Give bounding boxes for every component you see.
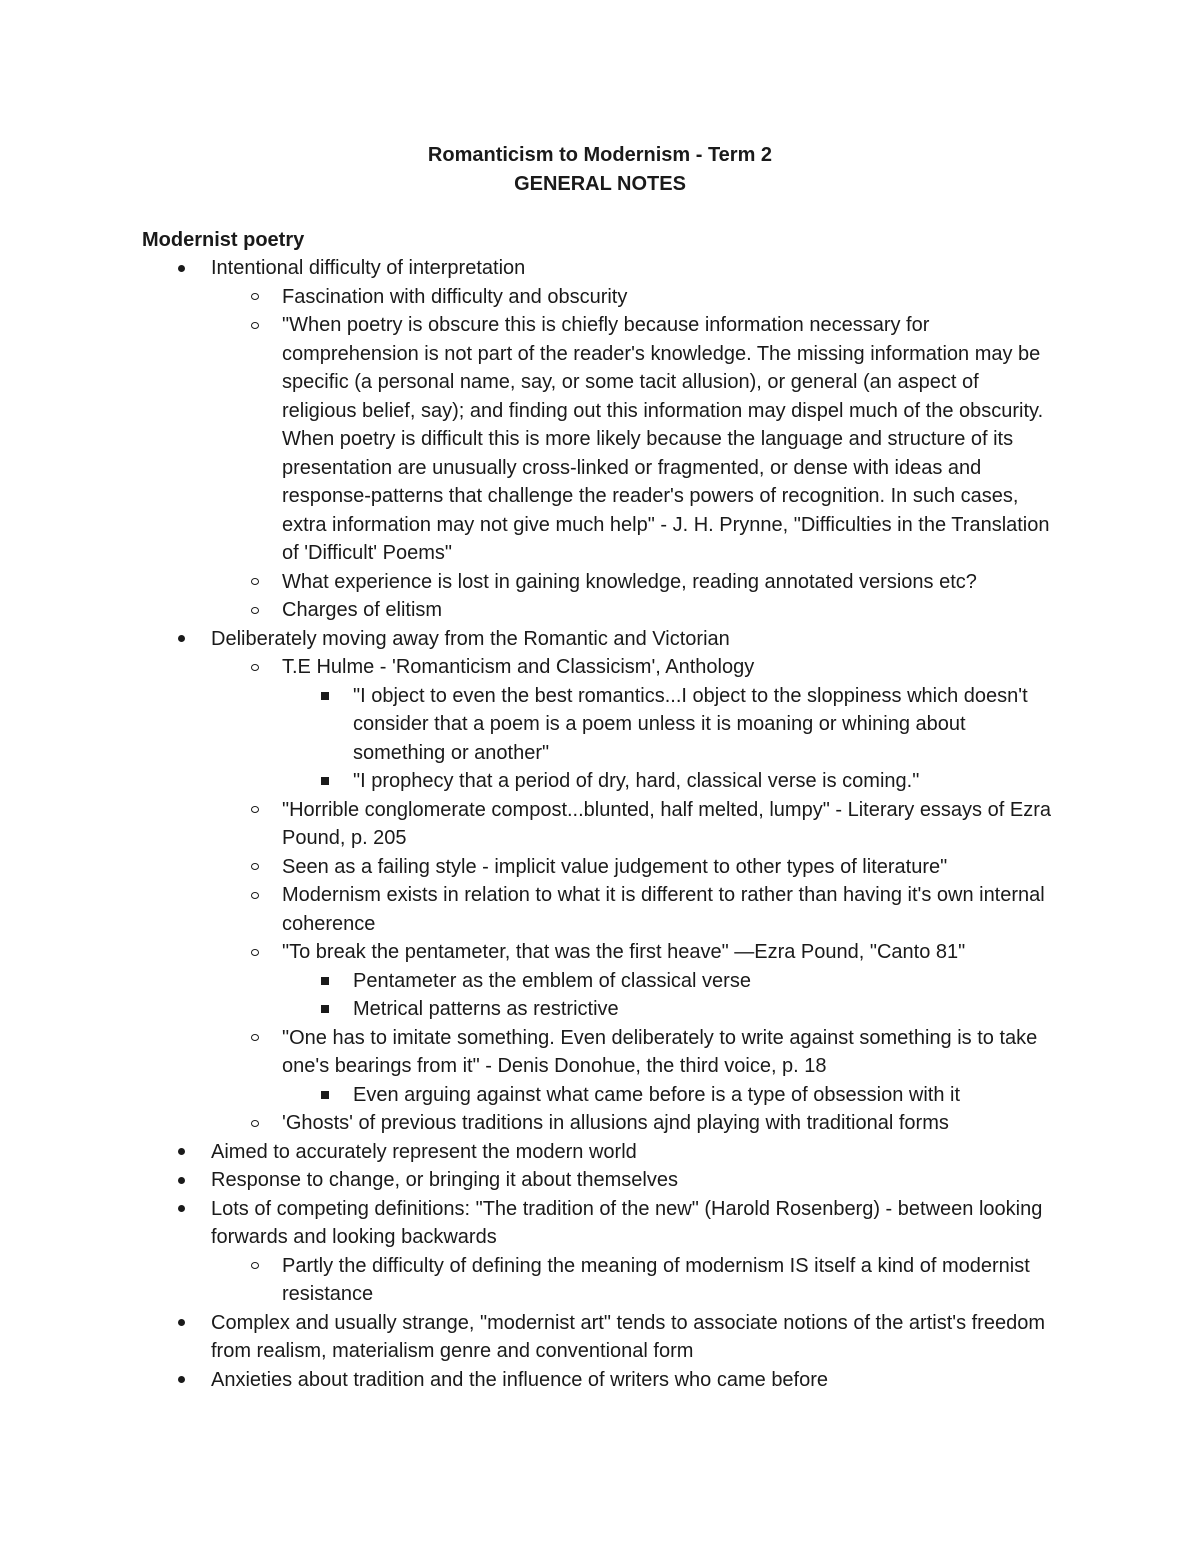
- hollow-bullet-icon: [248, 653, 262, 682]
- list-item: [0, 796, 1052, 853]
- notes-list: [0, 254, 1200, 1394]
- list-item: [0, 1309, 1051, 1366]
- hollow-bullet-icon: [248, 796, 262, 825]
- list-item-text: "When poetry is obscure this is chiefly because information necessary for comprehension is not part of the reader's knowledge. The missing information may be specific (a personal name, say, or some tacit allusion), or general (an aspect of religious belief, say); and finding out this information may dispel much of the obscurity. When poetry is difficult this is more likely because the language and structure of its presentation are unusually cross-linked or fragmented, or dense with ideas and response-patterns that challenge the reader's powers of recognition. In such cases, extra information may not give much help" - J. H. Prynne, "Difficulties in the Translation of 'Difficult' Poems": [282, 314, 1050, 564]
- list-item: [0, 1109, 1052, 1138]
- list-item-text: Modernism exists in relation to what it is different to rather than having it's own internal coherence: [282, 884, 1045, 935]
- list-item: [0, 1252, 1052, 1309]
- square-bullet-icon: [318, 995, 332, 1024]
- hollow-bullet-icon: [248, 311, 262, 340]
- list-item: [0, 1024, 1052, 1081]
- list-item-text: What experience is lost in gaining knowledge, reading annotated versions etc?: [282, 570, 977, 593]
- list-item-text: Lots of competing definitions: "The tradition of the new" (Harold Rosenberg) - between looking forwards and looking backwards: [211, 1197, 1043, 1248]
- hollow-bullet-icon: [248, 283, 262, 312]
- filled-bullet-icon: [174, 1309, 188, 1338]
- list-item-text: "Horrible conglomerate compost...blunted, half melted, lumpy" - Literary essays of Ezra Pound, p. 205: [282, 798, 1051, 849]
- list-item-text: Fascination with difficulty and obscurity: [282, 285, 628, 308]
- hollow-bullet-icon: [248, 1109, 262, 1138]
- list-item-text: Pentameter as the emblem of classical verse: [353, 969, 751, 992]
- list-item: [0, 881, 1052, 938]
- list-item: [0, 938, 1052, 967]
- square-bullet-icon: [318, 767, 332, 796]
- list-item: [0, 1166, 1051, 1195]
- list-item: [0, 967, 1053, 996]
- list-item-text: Anxieties about tradition and the influence of writers who came before: [211, 1368, 829, 1391]
- filled-bullet-icon: [174, 1166, 188, 1195]
- list-item: [0, 1195, 1051, 1252]
- square-bullet-icon: [318, 967, 332, 996]
- title-line-2: GENERAL NOTES: [514, 172, 686, 195]
- list-item-text: Intentional difficulty of interpretation: [211, 257, 526, 279]
- filled-bullet-icon: [174, 1195, 188, 1224]
- hollow-bullet-icon: [248, 1252, 262, 1281]
- list-item: [0, 653, 1052, 682]
- list-item-text: T.E Hulme - 'Romanticism and Classicism', Anthology: [282, 656, 755, 678]
- list-item: [0, 283, 1052, 312]
- list-item-text: 'Ghosts' of previous traditions in allusions ajnd playing with traditional forms: [282, 1112, 949, 1134]
- list-item-text: Even arguing against what came before is a type of obsession with it: [353, 1083, 961, 1106]
- hollow-bullet-icon: [248, 568, 262, 597]
- list-item-text: Aimed to accurately represent the modern world: [211, 1140, 637, 1163]
- list-item-text: Seen as a failing style - implicit value judgement to other types of literature": [282, 855, 948, 878]
- list-item-text: Metrical patterns as restrictive: [353, 998, 619, 1020]
- list-item: [0, 625, 1051, 654]
- list-item-text: Partly the difficulty of defining the meaning of modernism IS itself a kind of modernist resistance: [282, 1254, 1030, 1305]
- filled-bullet-icon: [174, 625, 188, 654]
- list-item: [0, 311, 1052, 568]
- list-item: [0, 1138, 1051, 1167]
- hollow-bullet-icon: [248, 938, 262, 967]
- filled-bullet-icon: [174, 1138, 188, 1167]
- list-item-text: "I prophecy that a period of dry, hard, classical verse is coming.": [353, 770, 920, 792]
- hollow-bullet-icon: [248, 881, 262, 910]
- title-line-1: Romanticism to Modernism - Term 2: [427, 144, 773, 166]
- list-item: [0, 1081, 1053, 1110]
- list-item: [0, 1366, 1051, 1395]
- list-item-text: Response to change, or bringing it about themselves: [211, 1169, 678, 1191]
- list-item: [0, 596, 1052, 625]
- list-item: [0, 682, 1053, 768]
- list-item: [0, 568, 1052, 597]
- hollow-bullet-icon: [248, 853, 262, 882]
- hollow-bullet-icon: [248, 1024, 262, 1053]
- list-item: [0, 995, 1053, 1024]
- list-item: [0, 254, 1051, 283]
- hollow-bullet-icon: [248, 596, 262, 625]
- list-item: [0, 767, 1053, 796]
- filled-bullet-icon: [174, 1366, 188, 1395]
- list-item-text: Deliberately moving away from the Romantic and Victorian: [211, 627, 730, 650]
- list-item-text: "One has to imitate something. Even deliberately to write against something is to take one's bearings from it" - Denis Donohue, the third voice, p. 18: [282, 1026, 1038, 1077]
- square-bullet-icon: [318, 682, 332, 711]
- document-title: [0, 141, 1200, 198]
- section-heading: Modernist poetry: [142, 229, 305, 251]
- list-item-text: "I object to even the best romantics...I object to the sloppiness which doesn't consider that a poem is a poem unless it is moaning or whining about something or another": [353, 684, 1028, 764]
- filled-bullet-icon: [174, 254, 188, 283]
- square-bullet-icon: [318, 1081, 332, 1110]
- list-item-text: Complex and usually strange, "modernist art" tends to associate notions of the artist's freedom from realism, materialism genre and conventional form: [211, 1311, 1045, 1362]
- list-item-text: "To break the pentameter, that was the first heave" —Ezra Pound, "Canto 81": [282, 941, 966, 963]
- list-item-text: Charges of elitism: [282, 599, 443, 621]
- list-item: [0, 853, 1052, 882]
